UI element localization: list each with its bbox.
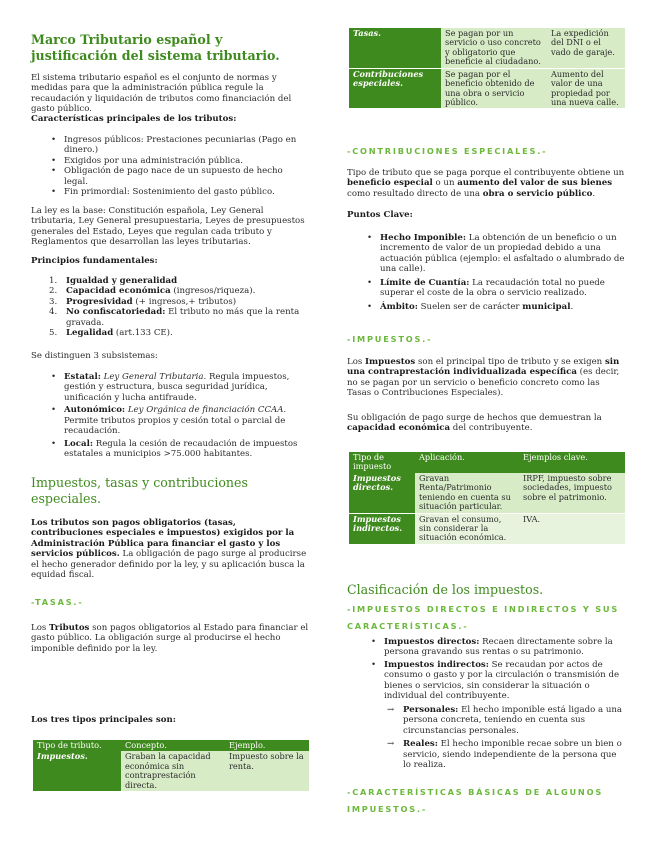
table-cell: Impuestos. xyxy=(33,751,121,791)
clasificacion-list xyxy=(369,637,625,702)
table-cell: Gravan el consumo, sin considerar la situación económica. xyxy=(415,513,519,544)
list-item: • Estatal: Ley General Tributaria. Regula impuestos, gestión y estructura, busca seguridad jurídica, unificación y lucha antifraude. xyxy=(49,372,307,403)
table-header-row xyxy=(33,740,309,751)
intro-paragraph: El sistema tributario español es el conjunto de normas y medidas para que la administración pública regule la recaudación y liquidación de tributos como financiación del gasto público. xyxy=(31,73,292,115)
list-item: • Límite de Cuantía: La recaudación total no puede superar el coste de la obra o servicio realizado. xyxy=(365,278,625,299)
impuestos-paragraph-2: Su obligación de pago surge de hechos que demuestran la capacidad económica del contribuyente. xyxy=(347,413,602,434)
section-title-impuestos-tasas: Impuestos, tasas y contribuciones especiales. xyxy=(31,475,248,507)
law-base-paragraph: La ley es la base: Constitución española, Ley General tributaria, Ley General presupuestaria, Leyes de presupuestos generales del Estado, Leyes que regulan cada tributo y Reglamentos que desarrollan las leyes tributarias. xyxy=(31,206,305,248)
table-cell: Impuestos directos. xyxy=(349,473,415,513)
table-row xyxy=(349,513,625,544)
table-header: Aplicación. xyxy=(415,452,519,473)
subsystems-intro: Se distinguen 3 subsistemas: xyxy=(31,351,158,361)
contribuciones-heading: -CONTRIBUCIONES ESPECIALES.- xyxy=(347,146,548,156)
table-row xyxy=(349,473,625,513)
table-cell: La expedición del DNI o el vado de garaje. xyxy=(547,28,625,68)
list-item: • Obligación de pago nace de un supuesto de hecho legal. xyxy=(49,166,307,187)
table-cell: Tasas. xyxy=(349,28,441,68)
subsystems-list xyxy=(49,372,307,460)
table-cell: Gravan Renta/Patrimonio teniendo en cuenta su situación particular. xyxy=(415,473,519,513)
tasas-heading: -TASAS.- xyxy=(31,597,84,607)
list-item: → Reales: El hecho imponible recae sobre un bien o servicio, siendo independiente de la persona que lo realiza. xyxy=(387,739,622,771)
table-header: Concepto. xyxy=(121,740,225,751)
list-item: • Ámbito: Suelen ser de carácter municipal. xyxy=(365,302,625,312)
impuestos-paragraph-1: Los Impuestos son el principal tipo de tributo y se exigen sin una contraprestación individualizada específica (es decir, no se pagan por un servicio o beneficio concreto como las Tasas o Contribuciones Especiales). xyxy=(347,357,620,399)
table-header: Tipo de impuesto xyxy=(349,452,415,473)
tributos-table xyxy=(33,740,309,792)
table-cell: Se pagan por un servicio o uso concreto y obligatorio que beneficie al ciudadano. xyxy=(441,28,547,68)
impuestos-heading: -IMPUESTOS.- xyxy=(347,334,433,344)
list-item: 3. Progresividad (+ ingresos,+ tributos) xyxy=(49,296,237,307)
table-cell: Se pagan por el beneficio obtenido de una obra o servicio público. xyxy=(441,68,547,109)
table-cell: IRPF, impuesto sobre sociedades, impuesto sobre el patrimonio. xyxy=(519,473,625,513)
list-item: 1. Igualdad y generalidad xyxy=(49,276,178,286)
caracteristicas-basicas-heading: -CARACTERÍSTICAS BÁSICAS DE ALGUNOS IMPUESTOS.- xyxy=(347,787,604,814)
principles-title: Principios fundamentales: xyxy=(31,256,158,266)
arrow-icon: → xyxy=(387,705,395,715)
list-item: → Personales: El hecho imponible está ligado a una persona concreta, teniendo en cuenta sus circunstancias personales. xyxy=(387,705,623,736)
list-item: • Hecho Imponible: La obtención de un beneficio o un incremento de valor de un propiedad debido a una actuación pública (ejemplo: el asfaltado o alumbrado de una calle). xyxy=(365,233,625,275)
tributos-table-continued xyxy=(349,28,625,109)
table-row xyxy=(349,28,625,68)
list-item: • Impuestos directos: Recaen directamente sobre la persona gravando sus rentas o su patrimonio. xyxy=(369,637,625,658)
table-header-row xyxy=(349,452,625,473)
puntos-clave-list xyxy=(365,233,625,312)
characteristics-list xyxy=(49,135,307,198)
list-item: • Exigidos por una administración pública. xyxy=(49,156,307,166)
table-cell: Impuesto sobre la renta. xyxy=(225,751,309,791)
arrow-icon: → xyxy=(387,739,395,750)
tres-tipos-title: Los tres tipos principales son: xyxy=(31,715,176,725)
table-cell: Aumento del valor de una propiedad por una nueva calle. xyxy=(547,68,625,109)
list-item: 4. No confiscatoriedad: El tributo no más que la renta gravada. xyxy=(49,307,300,328)
table-header: Tipo de tributo. xyxy=(33,740,121,751)
list-item: • Local: Regula la cesión de recaudación de impuestos estatales a municipios >75.000 habitantes. xyxy=(49,439,307,460)
table-row xyxy=(33,751,309,791)
table-header: Ejemplos clave. xyxy=(519,452,625,473)
tributos-paragraph: Los tributos son pagos obligatorios (tasas, contribuciones especiales e impuestos) exigidos por la Administración Pública para financiar el gasto y los servicios públicos. La obligación de pago surge al producirse el hecho generador definido por la ley, y su aplicación busca la equidad fiscal. xyxy=(31,518,307,581)
list-item: 2. Capacidad económica (ingresos/riqueza). xyxy=(49,286,256,297)
table-cell: Graban la capacidad económica sin contraprestación directa. xyxy=(121,751,225,791)
table-cell: Impuestos indirectos. xyxy=(349,513,415,544)
table-cell: Contribuciones especiales. xyxy=(349,68,441,109)
puntos-clave-title: Puntos Clave: xyxy=(347,210,413,220)
characteristics-title: Características principales de los tributos: xyxy=(31,114,237,124)
list-item: • Impuestos indirectos: Se recaudan por actos de consumo o gasto y por la circulación o transmisión de bienes o servicios, sin considerar la situación o individual del contribuyente. xyxy=(369,660,625,702)
list-item: • Fin primordial: Sostenimiento del gasto público. xyxy=(49,187,307,197)
principles-list xyxy=(49,276,307,339)
list-item: 5. Legalidad (art.133 CE). xyxy=(49,328,173,339)
contribuciones-paragraph: Tipo de tributo que se paga porque el contribuyente obtiene un beneficio especial o un aumento del valor de sus bienes como resultado directo de una obra o servicio público. xyxy=(347,168,625,199)
arrow-list xyxy=(387,705,625,771)
impuestos-table xyxy=(349,452,625,545)
clasificacion-subheading: -IMPUESTOS DIRECTOS E INDIRECTOS Y SUS CARACTERÍSTICAS.- xyxy=(347,604,620,631)
table-header: Ejemplo. xyxy=(225,740,309,751)
page-title: Marco Tributario español y justificación del sistema tributario. xyxy=(31,32,280,63)
table-cell: IVA. xyxy=(519,513,625,544)
tasas-paragraph: Los Tributos son pagos obligatorios al Estado para financiar el gasto público. La obligación surge al producirse el hecho imponible definido por la ley. xyxy=(31,623,309,654)
list-item: • Ingresos públicos: Prestaciones pecuniarias (Pago en dinero.) xyxy=(49,135,307,156)
list-item: • Autonómico: Ley Orgánica de financiación CCAA. Permite tributos propios y cesión total o parcial de recaudación. xyxy=(49,405,307,436)
clasificacion-title: Clasificación de los impuestos. xyxy=(347,582,544,597)
table-row xyxy=(349,68,625,109)
